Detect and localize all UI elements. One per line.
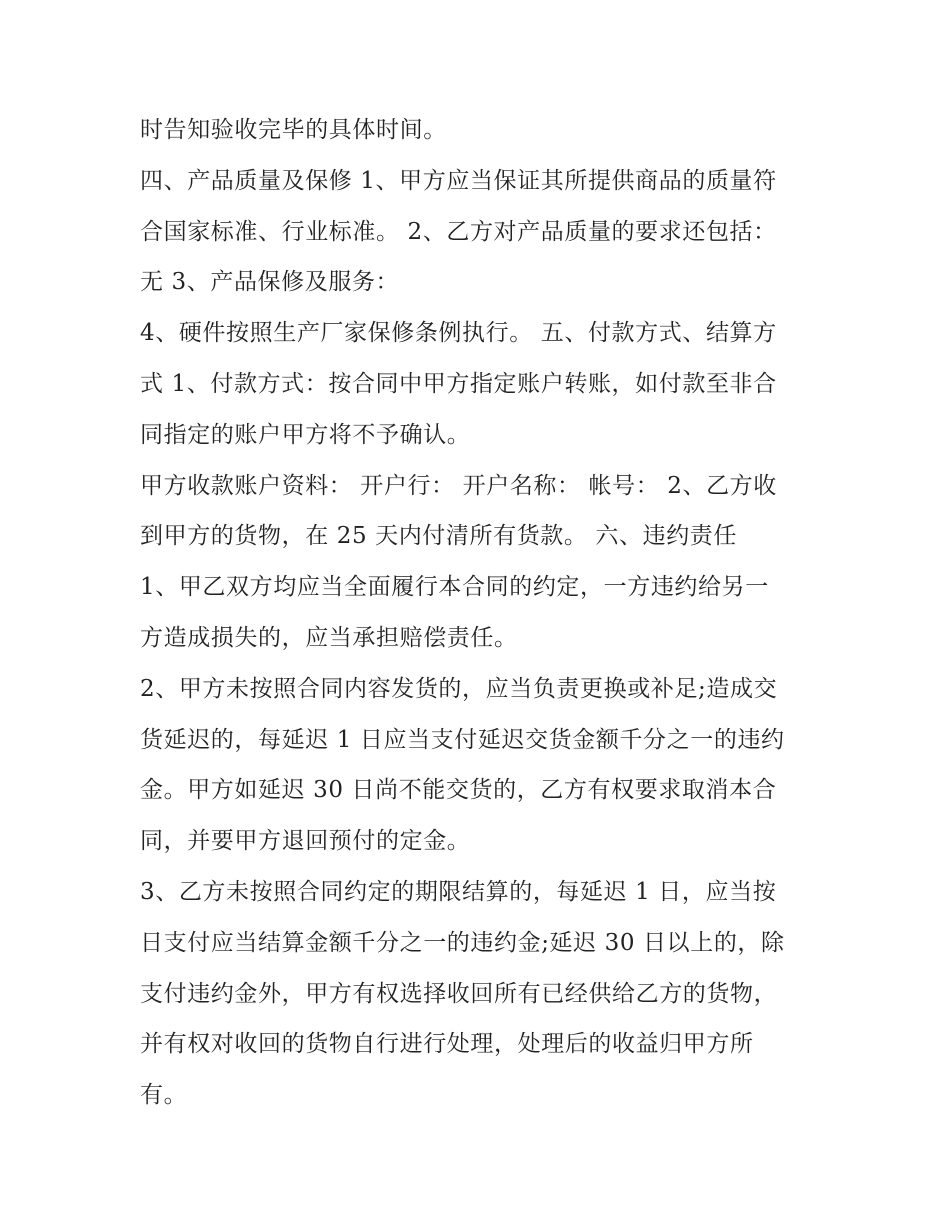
text-line: 到甲方的货物，在 25 天内付清所有货款。 六、违约责任 [140,523,737,550]
document-body [140,105,810,1121]
text-line: 方造成损失的，应当承担赔偿责任。 [140,624,518,651]
text-line: 2、甲方未按照合同内容发货的，应当负责更换或补足;造成交 [140,675,778,702]
text-line: 3、乙方未按照合同约定的期限结算的，每延迟 1 日，应当按 [140,878,777,905]
text-line: 金。甲方如延迟 30 日尚不能交货的，乙方有权要求取消本合 [140,777,777,804]
text-line: 支付违约金外，甲方有权选择收回所有已经供给乙方的货物， [140,980,778,1007]
text-line: 并有权对收回的货物自行进行处理，处理后的收益归甲方所 [140,1031,754,1058]
text-line: 1、甲乙双方均应当全面履行本合同的约定，一方违约给另一 [140,574,769,601]
text-line: 无 3、产品保修及服务： [140,269,400,296]
text-line: 4、硬件按照生产厂家保修条例执行。 五、付款方式、结算方 [140,320,777,347]
text-line: 式 1、付款方式：按合同中甲方指定账户转账，如付款至非合 [140,370,777,397]
text-line: 合国家标准、行业标准。 2、乙方对产品质量的要求还包括： [140,218,777,245]
text-line: 货延迟的，每延迟 1 日应当支付延迟交货金额千分之一的违约 [140,726,785,753]
text-line: 同指定的账户甲方将不予确认。 [140,421,471,448]
text-line: 四、产品质量及保修 1、甲方应当保证其所提供商品的质量符 [140,167,777,194]
text-line: 甲方收款账户资料： 开户行： 开户名称： 帐号： 2、乙方收 [140,472,777,499]
text-line: 同，并要甲方退回预付的定金。 [140,828,471,855]
text-line: 有。 [140,1082,188,1109]
text-line: 时告知验收完毕的具体时间。 [140,117,447,143]
text-line: 日支付应当结算金额千分之一的违约金;延迟 30 日以上的，除 [140,929,785,956]
